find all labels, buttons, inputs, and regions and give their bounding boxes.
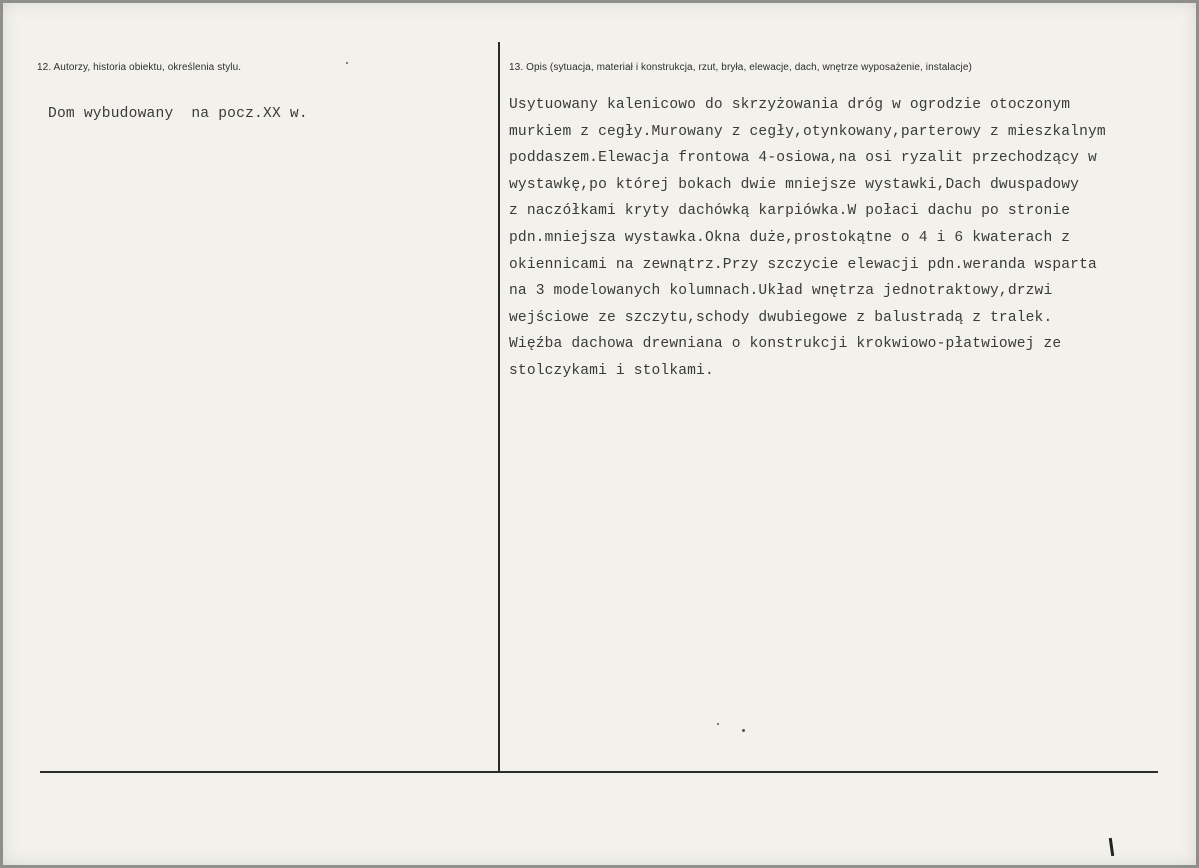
paper-speck [346, 62, 348, 64]
field-13-description [509, 92, 1169, 385]
description-line: wejściowe ze szczytu,schody dwubiegowe z balustradą z tralek. [509, 309, 1053, 326]
paper-speck [717, 723, 719, 725]
description-line: Usytuowany kalenicowo do skrzyżowania dróg w ogrodzie otoczonym [509, 97, 1071, 113]
field-13-label: 13. Opis (sytuacja, materiał i konstrukcja, rzut, bryła, elewacje, dach, wnętrze wyposażenie, instalacje) [509, 62, 972, 73]
description-line: z naczółkami kryty dachówką karpiówka.W połaci dachu po stronie [509, 203, 1071, 220]
description-line: okiennicami na zewnątrz.Przy szczycie elewacji pdn.weranda wsparta [509, 256, 1097, 273]
description-line: stolczykami i stolkami. [509, 362, 714, 379]
paper-speck [742, 729, 745, 732]
description-line: pdn.mniejsza wystawka.Okna duże,prostokątne o 4 i 6 kwaterach z [509, 229, 1071, 246]
description-line: Więźba dachowa drewniana o konstrukcji krokwiowo-płatwiowej ze [509, 336, 1062, 353]
pencil-mark [1109, 838, 1114, 856]
description-line: na 3 modelowanych kolumnach.Układ wnętrza jednotraktowy,drzwi [509, 283, 1053, 300]
bottom-rule [40, 771, 1158, 773]
description-line: wystawkę,po której bokach dwie mniejsze wystawki,Dach dwuspadowy [509, 176, 1080, 193]
field-12-label: 12. Autorzy, historia obiektu, określenia stylu. [37, 62, 242, 73]
description-line: poddaszem.Elewacja frontowa 4-osiowa,na osi ryzalit przechodzący w [509, 150, 1097, 167]
description-line: murkiem z cegły.Murowany z cegły,otynkowany,parterowy z mieszkalnym [509, 123, 1106, 140]
field-12-value: Dom wybudowany na pocz.XX w. [48, 106, 308, 122]
column-divider [498, 42, 500, 772]
